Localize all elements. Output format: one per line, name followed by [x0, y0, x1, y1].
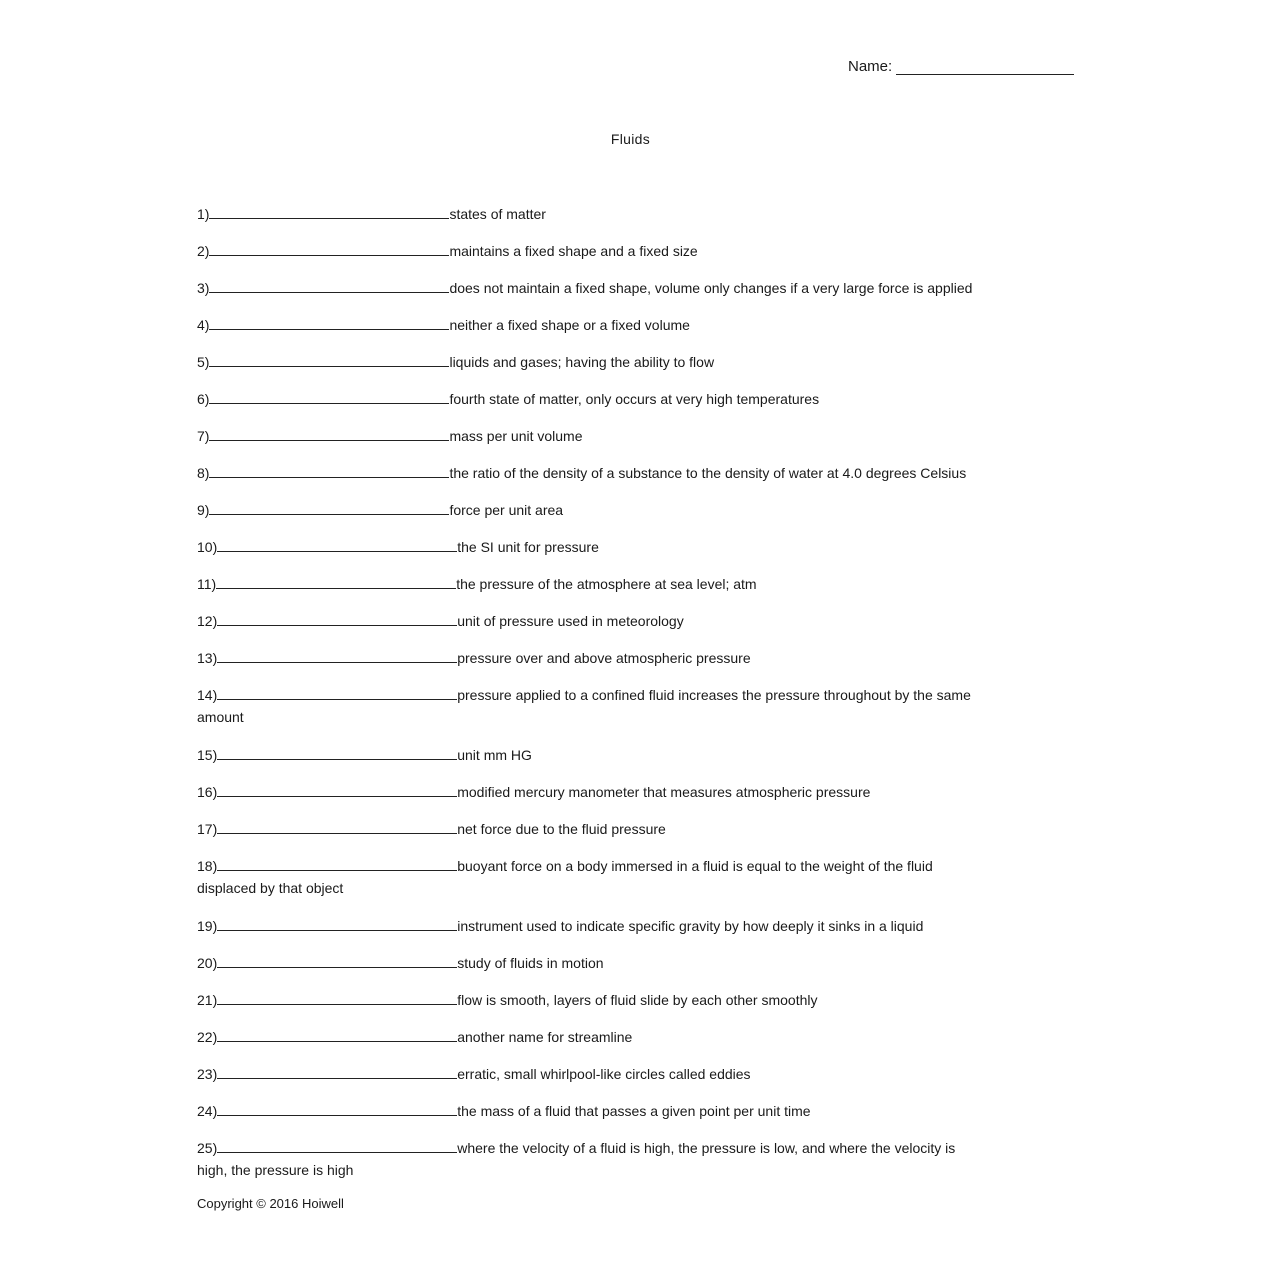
answer-blank[interactable] [217, 683, 457, 700]
question-definition: states of matter [449, 206, 546, 222]
question-definition: instrument used to indicate specific gravity by how deeply it sinks in a liquid [457, 918, 924, 934]
answer-blank[interactable] [217, 1136, 457, 1153]
question-item [197, 646, 1077, 669]
question-number: 21) [197, 992, 218, 1008]
question-item [197, 572, 1077, 595]
question-number: 13) [197, 650, 218, 666]
question-definition: pressure applied to a confined fluid increases the pressure throughout by the same [457, 687, 971, 703]
question-item [197, 1099, 1077, 1122]
question-item [197, 817, 1077, 840]
question-item [197, 461, 1077, 484]
answer-blank[interactable] [209, 387, 449, 404]
question-number: 23) [197, 1066, 218, 1082]
question-number: 22) [197, 1029, 218, 1045]
answer-blank[interactable] [209, 313, 449, 330]
name-blank-line[interactable] [896, 56, 1074, 75]
question-item [197, 683, 1077, 729]
name-label: Name: [848, 58, 893, 75]
question-definition: neither a fixed shape or a fixed volume [449, 317, 690, 333]
answer-blank[interactable] [217, 646, 457, 663]
question-definition-continued: high, the pressure is high [197, 1162, 354, 1178]
question-definition: flow is smooth, layers of fluid slide by each other smoothly [457, 992, 818, 1008]
answer-blank[interactable] [217, 743, 457, 760]
answer-blank[interactable] [217, 951, 457, 968]
question-definition: maintains a fixed shape and a fixed size [449, 243, 698, 259]
question-definition: net force due to the fluid pressure [457, 821, 666, 837]
question-item [197, 780, 1077, 803]
question-item [197, 609, 1077, 632]
question-number: 20) [197, 955, 218, 971]
question-number: 14) [197, 687, 218, 703]
question-item [197, 424, 1077, 447]
answer-blank[interactable] [209, 239, 449, 256]
question-definition: does not maintain a fixed shape, volume only changes if a very large force is applied [449, 280, 973, 296]
question-item [197, 350, 1077, 373]
question-item [197, 1062, 1077, 1085]
question-definition: fourth state of matter, only occurs at very high temperatures [449, 391, 820, 407]
question-definition: another name for streamline [457, 1029, 633, 1045]
question-item [197, 914, 1077, 937]
question-number: 12) [197, 613, 218, 629]
question-item [197, 313, 1077, 336]
answer-blank[interactable] [217, 1025, 457, 1042]
question-item [197, 988, 1077, 1011]
question-number: 7) [197, 428, 210, 444]
question-number: 1) [197, 206, 210, 222]
question-number: 17) [197, 821, 218, 837]
question-item [197, 202, 1077, 225]
question-number: 24) [197, 1103, 218, 1119]
question-number: 6) [197, 391, 210, 407]
answer-blank[interactable] [209, 202, 449, 219]
question-definition: study of fluids in motion [457, 955, 604, 971]
answer-blank[interactable] [216, 572, 456, 589]
question-number: 8) [197, 465, 210, 481]
question-item [197, 951, 1077, 974]
question-item [197, 387, 1077, 410]
question-definition: unit of pressure used in meteorology [457, 613, 684, 629]
question-definition: erratic, small whirlpool-like circles called eddies [457, 1066, 751, 1082]
question-item [197, 1136, 1077, 1182]
question-number: 3) [197, 280, 210, 296]
question-definition: unit mm HG [457, 747, 532, 763]
question-number: 2) [197, 243, 210, 259]
question-item [197, 1025, 1077, 1048]
question-number: 9) [197, 502, 210, 518]
question-item [197, 276, 1077, 299]
question-definition: mass per unit volume [449, 428, 583, 444]
answer-blank[interactable] [217, 609, 457, 626]
question-number: 5) [197, 354, 210, 370]
question-definition: the SI unit for pressure [457, 539, 599, 555]
question-number: 18) [197, 858, 218, 874]
question-number: 10) [197, 539, 218, 555]
answer-blank[interactable] [217, 535, 457, 552]
question-number: 19) [197, 918, 218, 934]
question-item [197, 535, 1077, 558]
question-number: 15) [197, 747, 218, 763]
question-item [197, 239, 1077, 262]
answer-blank[interactable] [209, 498, 449, 515]
question-definition: the mass of a fluid that passes a given point per unit time [457, 1103, 811, 1119]
question-definition: buoyant force on a body immersed in a fluid is equal to the weight of the fluid [457, 858, 933, 874]
question-definition-continued: amount [197, 709, 244, 725]
answer-blank[interactable] [217, 780, 457, 797]
copyright-notice: Copyright © 2016 Hoiwell [197, 1196, 344, 1211]
question-definition: liquids and gases; having the ability to flow [449, 354, 715, 370]
answer-blank[interactable] [217, 817, 457, 834]
question-item [197, 743, 1077, 766]
question-definition: pressure over and above atmospheric pressure [457, 650, 751, 666]
question-definition: the pressure of the atmosphere at sea level; atm [456, 576, 757, 592]
answer-blank[interactable] [217, 1099, 457, 1116]
question-number: 4) [197, 317, 210, 333]
question-item [197, 498, 1077, 521]
question-definition: force per unit area [449, 502, 564, 518]
question-number: 11) [197, 576, 217, 592]
question-definition: where the velocity of a fluid is high, the pressure is low, and where the velocity is [457, 1140, 956, 1156]
question-number: 25) [197, 1140, 218, 1156]
question-definition: modified mercury manometer that measures atmospheric pressure [457, 784, 871, 800]
question-list [197, 202, 1077, 1196]
answer-blank[interactable] [217, 988, 457, 1005]
worksheet-title: Fluids [610, 131, 651, 147]
answer-blank[interactable] [209, 276, 449, 293]
question-definition-continued: displaced by that object [197, 880, 344, 896]
question-number: 16) [197, 784, 218, 800]
answer-blank[interactable] [217, 854, 457, 871]
answer-blank[interactable] [209, 424, 449, 441]
question-definition: the ratio of the density of a substance to the density of water at 4.0 degrees Celsius [449, 465, 967, 481]
answer-blank[interactable] [217, 914, 457, 931]
answer-blank[interactable] [217, 1062, 457, 1079]
question-item [197, 854, 1077, 900]
answer-blank[interactable] [209, 350, 449, 367]
name-field [848, 56, 1074, 75]
answer-blank[interactable] [209, 461, 449, 478]
